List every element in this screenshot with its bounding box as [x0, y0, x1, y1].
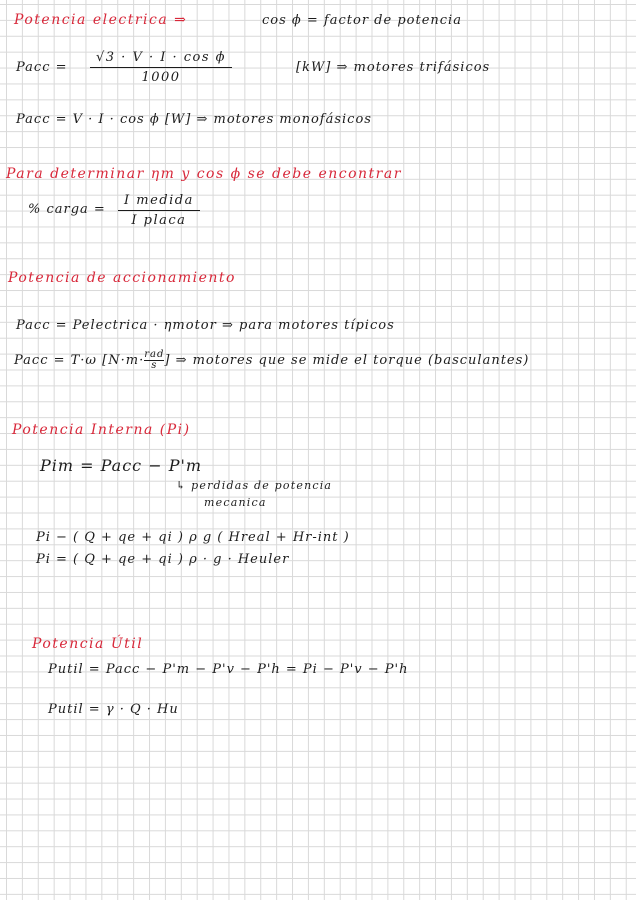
- rad-per-s-fraction: [144, 350, 164, 371]
- heading-potencia-accionamiento: Potencia de accionamiento: [8, 270, 236, 286]
- carga-fraction: [118, 193, 200, 228]
- carga-lhs: % carga =: [28, 202, 106, 217]
- pacc-torque-line: [14, 350, 529, 371]
- pi-formula-euler: Pi = ( Q + qe + qi ) ρ · g · Heuler: [36, 552, 290, 567]
- putil-gamma-formula: Putil = γ · Q · Hu: [48, 702, 179, 717]
- pi-formula-real: Pi − ( Q + qe + qi ) ρ g ( Hreal + Hr-int ): [36, 530, 350, 545]
- mecanica-note: mecanica: [204, 496, 267, 509]
- fraction-numerator: √3 · V · I · cos ϕ: [90, 50, 232, 68]
- carga-denominator: I placa: [131, 213, 187, 228]
- cos-phi-note: cos ϕ = factor de potencia: [262, 13, 462, 28]
- rad-numerator: rad: [144, 349, 165, 360]
- putil-losses-formula: Putil = Pacc − P'm − P'v − P'h = Pi − P'v − P'h: [48, 662, 409, 677]
- carga-numerator: I medida: [118, 193, 200, 211]
- torque-line-suffix: ] ⇒ motores que se mide el torque (basculantes): [164, 353, 530, 368]
- heading-potencia-util: Potencia Útil: [32, 636, 144, 652]
- pacc-trifasico-units: [kW] ⇒ motores trifásicos: [296, 60, 491, 75]
- heading-potencia-interna: Potencia Interna (Pi): [12, 422, 191, 438]
- heading-potencia-electrica: Potencia electrica ⇒: [14, 12, 188, 28]
- rad-denominator: s: [151, 360, 158, 371]
- pim-formula: Pim = Pacc − P'm: [40, 456, 203, 475]
- fraction-denominator: 1000: [141, 70, 181, 85]
- pacc-motores-tipicos: Pacc = Pelectrica · ηmotor ⇒ para motores típicos: [16, 318, 395, 333]
- pacc-monofasico: Pacc = V · I · cos ϕ [W] ⇒ motores monofásicos: [16, 112, 372, 127]
- heading-para-determinar: Para determinar ηm y cos ϕ se debe encontrar: [6, 166, 402, 182]
- pacc-lhs: Pacc =: [16, 60, 68, 75]
- pacc-trifasico-fraction: [90, 50, 232, 85]
- perdidas-note: ↳ perdidas de potencia: [176, 479, 333, 492]
- torque-line-prefix: Pacc = T·ω [N·m·: [14, 353, 145, 368]
